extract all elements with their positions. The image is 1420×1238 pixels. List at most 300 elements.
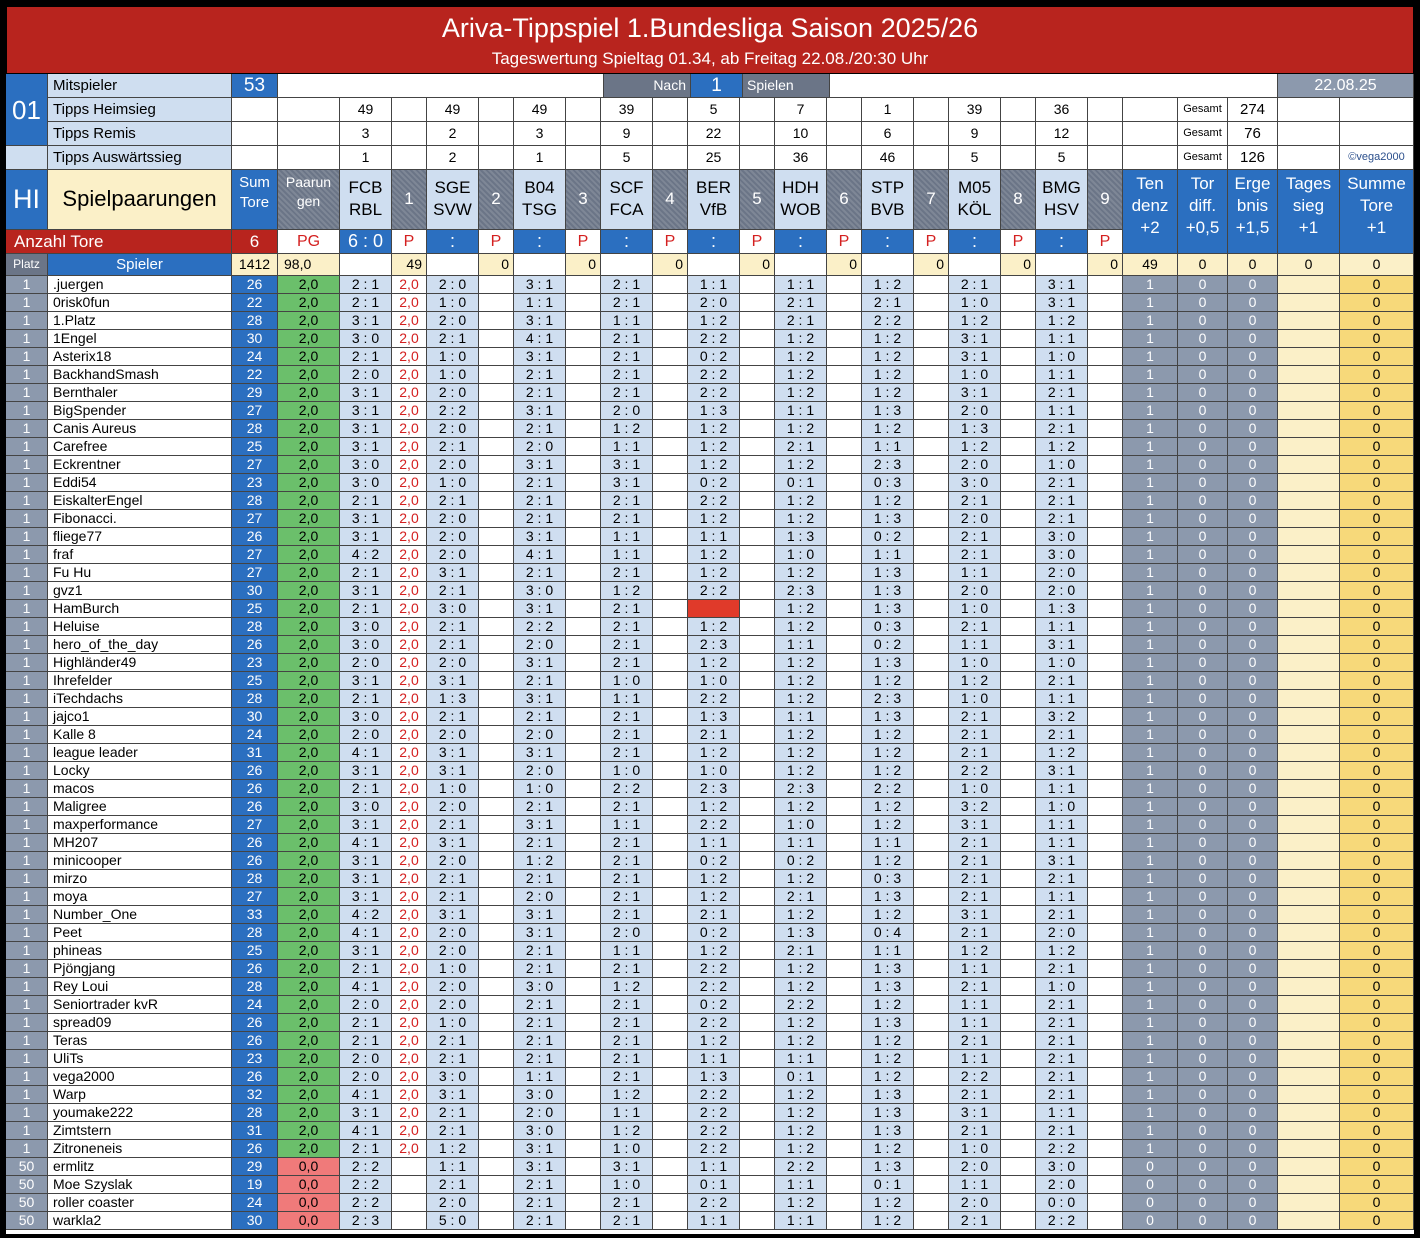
player-tip[interactable]: 1 : 0 — [688, 672, 740, 690]
player-tip[interactable]: 1 : 1 — [1036, 690, 1088, 708]
player-tip[interactable]: 2 : 2 — [688, 1014, 740, 1032]
player-tip[interactable]: 2 : 0 — [514, 636, 566, 654]
player-tip[interactable]: 1 : 2 — [775, 330, 827, 348]
player-name[interactable]: Fu Hu — [48, 564, 232, 582]
player-tip[interactable]: 3 : 1 — [340, 438, 392, 456]
player-tip[interactable]: 1 : 1 — [775, 1050, 827, 1068]
player-tip[interactable]: 1 : 3 — [862, 510, 914, 528]
player-tip[interactable]: 1 : 0 — [949, 294, 1001, 312]
player-tip[interactable]: 1 : 2 — [862, 348, 914, 366]
player-tip[interactable]: 1 : 2 — [775, 366, 827, 384]
player-name[interactable]: jajco1 — [48, 708, 232, 726]
player-tip[interactable]: 1 : 2 — [688, 420, 740, 438]
player-tip[interactable]: 1 : 2 — [775, 1014, 827, 1032]
player-tip[interactable]: 1 : 1 — [601, 312, 653, 330]
player-tip[interactable]: 0 : 2 — [688, 348, 740, 366]
player-tip[interactable]: 2 : 1 — [514, 960, 566, 978]
player-tip[interactable]: 1 : 1 — [1036, 834, 1088, 852]
player-tip[interactable]: 2 : 1 — [862, 294, 914, 312]
player-tip[interactable]: 3 : 1 — [514, 906, 566, 924]
player-tip[interactable]: 1 : 2 — [862, 1032, 914, 1050]
player-tip[interactable]: 1 : 2 — [688, 438, 740, 456]
player-tip[interactable]: 0 : 2 — [688, 924, 740, 942]
player-tip[interactable]: 2 : 1 — [601, 1032, 653, 1050]
player-name[interactable]: Locky — [48, 762, 232, 780]
player-tip[interactable]: 2 : 1 — [427, 1104, 479, 1122]
player-tip[interactable]: 2 : 2 — [688, 1086, 740, 1104]
player-tip[interactable]: 1 : 2 — [688, 798, 740, 816]
player-tip[interactable]: 3 : 1 — [514, 456, 566, 474]
player-tip[interactable]: 1 : 2 — [688, 1032, 740, 1050]
player-tip[interactable]: 2 : 1 — [949, 924, 1001, 942]
player-tip[interactable]: 3 : 1 — [514, 276, 566, 294]
player-tip[interactable]: 2 : 1 — [1036, 996, 1088, 1014]
player-tip[interactable]: 1 : 2 — [775, 618, 827, 636]
player-tip[interactable]: 2 : 0 — [427, 726, 479, 744]
player-tip[interactable]: 0 : 1 — [775, 474, 827, 492]
player-tip[interactable]: 2 : 1 — [340, 294, 392, 312]
player-tip[interactable]: 2 : 1 — [601, 330, 653, 348]
player-tip[interactable]: 2 : 1 — [949, 528, 1001, 546]
player-tip[interactable]: 1 : 0 — [1036, 978, 1088, 996]
player-tip[interactable]: 1 : 1 — [949, 564, 1001, 582]
player-tip[interactable]: 1 : 3 — [775, 924, 827, 942]
player-tip[interactable]: 4 : 1 — [514, 546, 566, 564]
player-tip[interactable]: 2 : 1 — [1036, 474, 1088, 492]
player-tip[interactable]: 2 : 0 — [1036, 582, 1088, 600]
player-tip[interactable]: 1 : 2 — [862, 330, 914, 348]
player-tip[interactable]: 2 : 3 — [775, 582, 827, 600]
player-tip[interactable]: 0 : 3 — [862, 870, 914, 888]
player-tip[interactable]: 1 : 1 — [601, 438, 653, 456]
player-tip[interactable]: 3 : 0 — [949, 474, 1001, 492]
player-tip[interactable]: 3 : 1 — [514, 1140, 566, 1158]
player-tip[interactable]: 1 : 2 — [775, 798, 827, 816]
player-tip[interactable]: 2 : 3 — [775, 780, 827, 798]
player-tip[interactable]: 2 : 0 — [949, 1158, 1001, 1176]
player-tip[interactable]: 1 : 1 — [601, 816, 653, 834]
player-name[interactable]: Bernthaler — [48, 384, 232, 402]
player-tip[interactable]: 2 : 1 — [340, 276, 392, 294]
player-tip[interactable]: 1 : 1 — [949, 996, 1001, 1014]
player-tip[interactable]: 2 : 2 — [340, 1158, 392, 1176]
player-tip[interactable]: 2 : 1 — [514, 474, 566, 492]
player-tip[interactable]: 3 : 1 — [1036, 276, 1088, 294]
player-name[interactable]: spread09 — [48, 1014, 232, 1032]
player-tip[interactable]: 4 : 2 — [340, 546, 392, 564]
player-tip[interactable]: 1 : 1 — [514, 294, 566, 312]
player-tip[interactable]: 2 : 1 — [601, 852, 653, 870]
player-tip[interactable]: 1 : 1 — [688, 528, 740, 546]
player-name[interactable]: 1.Platz — [48, 312, 232, 330]
player-tip[interactable]: 2 : 1 — [601, 834, 653, 852]
player-tip[interactable]: 2 : 0 — [427, 798, 479, 816]
player-tip[interactable]: 2 : 1 — [340, 348, 392, 366]
player-tip[interactable]: 1 : 2 — [1036, 312, 1088, 330]
player-tip[interactable]: 1 : 1 — [1036, 330, 1088, 348]
player-tip[interactable]: 1 : 2 — [775, 564, 827, 582]
player-tip[interactable]: 1 : 3 — [862, 888, 914, 906]
player-tip[interactable]: 2 : 2 — [601, 780, 653, 798]
player-tip[interactable]: 1 : 2 — [949, 942, 1001, 960]
player-tip[interactable]: 2 : 1 — [601, 294, 653, 312]
player-tip[interactable]: 1 : 0 — [427, 1014, 479, 1032]
player-tip[interactable]: 2 : 1 — [601, 744, 653, 762]
player-tip[interactable]: 3 : 1 — [340, 420, 392, 438]
player-tip[interactable]: 1 : 1 — [688, 1212, 740, 1230]
player-tip[interactable]: 3 : 1 — [949, 348, 1001, 366]
match-result[interactable]: : — [1036, 230, 1088, 254]
player-tip[interactable]: 2 : 1 — [601, 870, 653, 888]
player-tip[interactable]: 2 : 1 — [514, 798, 566, 816]
player-tip[interactable]: 1 : 2 — [688, 942, 740, 960]
player-tip[interactable]: 2 : 1 — [601, 798, 653, 816]
player-tip[interactable]: 2 : 1 — [949, 546, 1001, 564]
player-tip[interactable]: 1 : 2 — [862, 798, 914, 816]
player-tip[interactable]: 2 : 2 — [949, 762, 1001, 780]
player-tip[interactable]: 1 : 3 — [862, 978, 914, 996]
player-tip[interactable]: 1 : 1 — [775, 1212, 827, 1230]
player-tip[interactable]: 1 : 1 — [949, 636, 1001, 654]
player-tip[interactable]: 1 : 2 — [862, 1068, 914, 1086]
player-tip[interactable]: 1 : 2 — [862, 852, 914, 870]
player-tip[interactable]: 1 : 1 — [775, 276, 827, 294]
player-tip[interactable]: 2 : 1 — [688, 726, 740, 744]
player-tip[interactable]: 1 : 1 — [688, 1158, 740, 1176]
player-tip[interactable]: 1 : 2 — [601, 1122, 653, 1140]
player-tip[interactable]: 4 : 1 — [514, 330, 566, 348]
player-tip[interactable]: 1 : 2 — [862, 816, 914, 834]
player-tip[interactable]: 2 : 2 — [688, 492, 740, 510]
player-name[interactable]: Maligree — [48, 798, 232, 816]
player-tip[interactable]: 2 : 0 — [340, 996, 392, 1014]
player-tip[interactable]: 3 : 1 — [340, 402, 392, 420]
player-tip[interactable]: 1 : 2 — [949, 312, 1001, 330]
player-tip[interactable]: 3 : 1 — [340, 942, 392, 960]
player-tip[interactable]: 2 : 1 — [775, 438, 827, 456]
player-tip[interactable]: 0 : 3 — [862, 474, 914, 492]
player-tip[interactable]: 3 : 1 — [949, 384, 1001, 402]
player-tip[interactable]: 3 : 1 — [340, 852, 392, 870]
player-tip[interactable]: 3 : 2 — [949, 798, 1001, 816]
player-name[interactable]: mirzo — [48, 870, 232, 888]
player-tip[interactable]: 2 : 1 — [514, 942, 566, 960]
player-tip[interactable]: 2 : 1 — [949, 978, 1001, 996]
player-tip[interactable]: 1 : 0 — [1036, 654, 1088, 672]
player-tip[interactable]: 1 : 1 — [1036, 780, 1088, 798]
player-tip[interactable]: 2 : 0 — [601, 924, 653, 942]
player-name[interactable]: youmake222 — [48, 1104, 232, 1122]
player-tip[interactable]: 1 : 2 — [775, 492, 827, 510]
player-tip[interactable]: 3 : 1 — [427, 672, 479, 690]
player-tip[interactable]: 2 : 0 — [427, 1194, 479, 1212]
player-tip[interactable]: 2 : 1 — [601, 1014, 653, 1032]
player-tip[interactable] — [688, 600, 740, 618]
player-tip[interactable]: 2 : 1 — [949, 618, 1001, 636]
player-tip[interactable]: 2 : 0 — [688, 294, 740, 312]
player-tip[interactable]: 1 : 3 — [862, 708, 914, 726]
player-tip[interactable]: 2 : 1 — [1036, 384, 1088, 402]
player-tip[interactable]: 3 : 1 — [514, 402, 566, 420]
player-tip[interactable]: 3 : 1 — [1036, 294, 1088, 312]
player-tip[interactable]: 2 : 3 — [688, 636, 740, 654]
player-name[interactable]: .juergen — [48, 276, 232, 294]
player-tip[interactable]: 2 : 2 — [688, 366, 740, 384]
player-tip[interactable]: 2 : 1 — [601, 564, 653, 582]
player-tip[interactable]: 1 : 2 — [775, 1104, 827, 1122]
player-tip[interactable]: 4 : 2 — [340, 906, 392, 924]
player-tip[interactable]: 1 : 1 — [1036, 618, 1088, 636]
player-tip[interactable]: 1 : 0 — [601, 1176, 653, 1194]
player-tip[interactable]: 2 : 1 — [1036, 1122, 1088, 1140]
player-name[interactable]: Ihrefelder — [48, 672, 232, 690]
player-tip[interactable]: 2 : 0 — [514, 1104, 566, 1122]
match-result[interactable]: : — [775, 230, 827, 254]
player-tip[interactable]: 2 : 1 — [340, 1032, 392, 1050]
player-tip[interactable]: 2 : 0 — [427, 384, 479, 402]
player-tip[interactable]: 2 : 1 — [340, 600, 392, 618]
player-tip[interactable]: 3 : 1 — [340, 510, 392, 528]
player-tip[interactable]: 1 : 2 — [775, 762, 827, 780]
player-tip[interactable]: 1 : 3 — [688, 402, 740, 420]
player-tip[interactable]: 1 : 2 — [775, 456, 827, 474]
player-tip[interactable]: 1 : 1 — [688, 1050, 740, 1068]
player-tip[interactable]: 0 : 1 — [688, 1176, 740, 1194]
player-tip[interactable]: 2 : 2 — [340, 1194, 392, 1212]
player-tip[interactable]: 0 : 2 — [688, 852, 740, 870]
player-tip[interactable]: 2 : 1 — [427, 1122, 479, 1140]
player-tip[interactable]: 3 : 0 — [1036, 546, 1088, 564]
player-tip[interactable]: 3 : 1 — [340, 816, 392, 834]
player-tip[interactable]: 1 : 0 — [949, 366, 1001, 384]
player-tip[interactable]: 1 : 1 — [775, 834, 827, 852]
player-tip[interactable]: 1 : 1 — [949, 960, 1001, 978]
player-tip[interactable]: 3 : 1 — [514, 924, 566, 942]
player-tip[interactable]: 2 : 2 — [688, 1140, 740, 1158]
player-tip[interactable]: 1 : 3 — [688, 708, 740, 726]
player-tip[interactable]: 2 : 1 — [1036, 1014, 1088, 1032]
player-tip[interactable]: 2 : 2 — [688, 690, 740, 708]
player-tip[interactable]: 3 : 1 — [949, 1104, 1001, 1122]
player-tip[interactable]: 2 : 2 — [340, 1176, 392, 1194]
player-tip[interactable]: 4 : 1 — [340, 978, 392, 996]
player-tip[interactable]: 3 : 1 — [514, 690, 566, 708]
player-tip[interactable]: 2 : 1 — [949, 834, 1001, 852]
player-tip[interactable]: 2 : 1 — [427, 816, 479, 834]
player-tip[interactable]: 1 : 2 — [862, 420, 914, 438]
match-result[interactable]: : — [949, 230, 1001, 254]
player-tip[interactable]: 2 : 1 — [949, 852, 1001, 870]
player-tip[interactable]: 2 : 2 — [862, 780, 914, 798]
player-tip[interactable]: 1 : 2 — [775, 1194, 827, 1212]
player-tip[interactable]: 1 : 3 — [862, 1014, 914, 1032]
player-tip[interactable]: 2 : 0 — [427, 996, 479, 1014]
player-tip[interactable]: 1 : 3 — [862, 402, 914, 420]
player-tip[interactable]: 3 : 1 — [601, 1158, 653, 1176]
player-tip[interactable]: 1 : 1 — [601, 690, 653, 708]
player-tip[interactable]: 2 : 1 — [514, 996, 566, 1014]
player-tip[interactable]: 2 : 1 — [427, 1050, 479, 1068]
player-tip[interactable]: 2 : 0 — [601, 402, 653, 420]
player-name[interactable]: HamBurch — [48, 600, 232, 618]
player-tip[interactable]: 2 : 1 — [427, 1176, 479, 1194]
player-tip[interactable]: 1 : 0 — [427, 960, 479, 978]
player-name[interactable]: Asterix18 — [48, 348, 232, 366]
player-tip[interactable]: 0 : 2 — [688, 474, 740, 492]
player-tip[interactable]: 1 : 2 — [775, 906, 827, 924]
player-name[interactable]: Carefree — [48, 438, 232, 456]
player-tip[interactable]: 2 : 1 — [601, 1212, 653, 1230]
player-name[interactable]: MH207 — [48, 834, 232, 852]
player-tip[interactable]: 2 : 1 — [949, 870, 1001, 888]
player-tip[interactable]: 3 : 0 — [514, 1086, 566, 1104]
player-tip[interactable]: 2 : 1 — [427, 618, 479, 636]
player-tip[interactable]: 1 : 2 — [601, 582, 653, 600]
player-tip[interactable]: 1 : 0 — [427, 348, 479, 366]
player-tip[interactable]: 3 : 0 — [340, 618, 392, 636]
player-tip[interactable]: 1 : 0 — [427, 780, 479, 798]
player-tip[interactable]: 2 : 1 — [1036, 510, 1088, 528]
player-tip[interactable]: 4 : 1 — [340, 744, 392, 762]
player-tip[interactable]: 2 : 1 — [601, 996, 653, 1014]
player-name[interactable]: BigSpender — [48, 402, 232, 420]
player-tip[interactable]: 2 : 2 — [688, 978, 740, 996]
player-tip[interactable]: 3 : 1 — [1036, 762, 1088, 780]
player-tip[interactable]: 1 : 3 — [688, 1068, 740, 1086]
player-tip[interactable]: 1 : 2 — [862, 1050, 914, 1068]
player-tip[interactable]: 1 : 3 — [862, 582, 914, 600]
player-tip[interactable]: 1 : 0 — [1036, 798, 1088, 816]
player-tip[interactable]: 3 : 1 — [427, 762, 479, 780]
player-tip[interactable]: 2 : 0 — [1036, 564, 1088, 582]
player-tip[interactable]: 0 : 2 — [862, 528, 914, 546]
player-tip[interactable]: 1 : 1 — [775, 708, 827, 726]
player-tip[interactable]: 2 : 1 — [949, 726, 1001, 744]
player-tip[interactable]: 1 : 2 — [688, 312, 740, 330]
player-tip[interactable]: 2 : 1 — [514, 564, 566, 582]
player-tip[interactable]: 1 : 2 — [775, 384, 827, 402]
player-tip[interactable]: 1 : 1 — [949, 1176, 1001, 1194]
player-tip[interactable]: 1 : 2 — [688, 870, 740, 888]
player-tip[interactable]: 2 : 1 — [340, 690, 392, 708]
player-name[interactable]: Peet — [48, 924, 232, 942]
player-tip[interactable]: 2 : 1 — [601, 906, 653, 924]
player-tip[interactable]: 2 : 1 — [1036, 906, 1088, 924]
player-tip[interactable]: 4 : 1 — [340, 1086, 392, 1104]
player-tip[interactable]: 2 : 2 — [949, 1068, 1001, 1086]
player-tip[interactable]: 2 : 0 — [340, 654, 392, 672]
player-tip[interactable]: 2 : 2 — [688, 960, 740, 978]
player-tip[interactable]: 2 : 0 — [427, 528, 479, 546]
player-tip[interactable]: 2 : 0 — [949, 402, 1001, 420]
player-tip[interactable]: 1 : 1 — [688, 276, 740, 294]
player-tip[interactable]: 1 : 1 — [1036, 1104, 1088, 1122]
player-tip[interactable]: 1 : 2 — [688, 456, 740, 474]
player-tip[interactable]: 1 : 0 — [427, 474, 479, 492]
player-tip[interactable]: 1 : 1 — [601, 546, 653, 564]
player-name[interactable]: UliTs — [48, 1050, 232, 1068]
player-tip[interactable]: 1 : 2 — [688, 654, 740, 672]
player-tip[interactable]: 1 : 0 — [775, 546, 827, 564]
player-tip[interactable]: 2 : 1 — [1036, 1032, 1088, 1050]
player-tip[interactable]: 3 : 0 — [340, 708, 392, 726]
player-tip[interactable]: 3 : 1 — [514, 816, 566, 834]
player-tip[interactable]: 2 : 1 — [514, 834, 566, 852]
player-tip[interactable]: 2 : 1 — [949, 1032, 1001, 1050]
player-tip[interactable]: 1 : 2 — [862, 384, 914, 402]
player-tip[interactable]: 1 : 1 — [775, 636, 827, 654]
player-tip[interactable]: 2 : 0 — [340, 366, 392, 384]
player-tip[interactable]: 2 : 1 — [514, 510, 566, 528]
player-tip[interactable]: 2 : 2 — [427, 402, 479, 420]
player-tip[interactable]: 2 : 2 — [688, 816, 740, 834]
player-tip[interactable]: 1 : 2 — [775, 420, 827, 438]
player-tip[interactable]: 1 : 2 — [862, 1212, 914, 1230]
player-tip[interactable]: 3 : 1 — [340, 870, 392, 888]
player-tip[interactable]: 2 : 2 — [1036, 1140, 1088, 1158]
player-name[interactable]: Rey Loui — [48, 978, 232, 996]
player-tip[interactable]: 2 : 1 — [601, 276, 653, 294]
player-name[interactable]: Eckrentner — [48, 456, 232, 474]
player-tip[interactable]: 1 : 0 — [427, 366, 479, 384]
player-tip[interactable]: 3 : 0 — [340, 330, 392, 348]
player-tip[interactable]: 2 : 1 — [601, 888, 653, 906]
match-result[interactable]: : — [862, 230, 914, 254]
player-tip[interactable]: 3 : 1 — [949, 816, 1001, 834]
player-tip[interactable]: 2 : 3 — [862, 456, 914, 474]
player-tip[interactable]: 2 : 1 — [427, 330, 479, 348]
player-tip[interactable]: 1 : 2 — [775, 960, 827, 978]
player-tip[interactable]: 1 : 2 — [775, 672, 827, 690]
player-name[interactable]: Pjöngjang — [48, 960, 232, 978]
player-tip[interactable]: 1 : 1 — [1036, 366, 1088, 384]
player-tip[interactable]: 1 : 0 — [427, 294, 479, 312]
player-tip[interactable]: 1 : 2 — [601, 420, 653, 438]
player-tip[interactable]: 0 : 1 — [775, 1068, 827, 1086]
player-tip[interactable]: 2 : 2 — [688, 330, 740, 348]
player-tip[interactable]: 1 : 1 — [601, 942, 653, 960]
player-tip[interactable]: 1 : 2 — [775, 654, 827, 672]
player-tip[interactable]: 1 : 0 — [601, 672, 653, 690]
player-tip[interactable]: 3 : 0 — [514, 1122, 566, 1140]
player-tip[interactable]: 4 : 1 — [340, 1122, 392, 1140]
player-tip[interactable]: 1 : 0 — [1036, 348, 1088, 366]
player-tip[interactable]: 2 : 2 — [775, 1158, 827, 1176]
player-tip[interactable]: 1 : 2 — [514, 852, 566, 870]
player-tip[interactable]: 2 : 0 — [427, 852, 479, 870]
player-tip[interactable]: 2 : 1 — [1036, 960, 1088, 978]
player-name[interactable]: Zimtstern — [48, 1122, 232, 1140]
player-name[interactable]: fraf — [48, 546, 232, 564]
player-tip[interactable]: 4 : 1 — [340, 834, 392, 852]
player-name[interactable]: Number_One — [48, 906, 232, 924]
player-tip[interactable]: 2 : 1 — [688, 906, 740, 924]
player-tip[interactable]: 2 : 1 — [514, 1194, 566, 1212]
player-tip[interactable]: 4 : 1 — [340, 924, 392, 942]
player-tip[interactable]: 2 : 1 — [514, 492, 566, 510]
player-tip[interactable]: 1 : 1 — [1036, 402, 1088, 420]
player-tip[interactable]: 2 : 0 — [427, 456, 479, 474]
player-tip[interactable]: 3 : 1 — [601, 474, 653, 492]
player-tip[interactable]: 1 : 0 — [601, 762, 653, 780]
player-tip[interactable]: 2 : 1 — [601, 726, 653, 744]
player-tip[interactable]: 3 : 2 — [1036, 708, 1088, 726]
player-tip[interactable]: 1 : 3 — [1036, 600, 1088, 618]
player-tip[interactable]: 3 : 0 — [514, 978, 566, 996]
player-tip[interactable]: 1 : 2 — [862, 276, 914, 294]
player-tip[interactable]: 1 : 3 — [862, 600, 914, 618]
player-tip[interactable]: 3 : 0 — [1036, 528, 1088, 546]
